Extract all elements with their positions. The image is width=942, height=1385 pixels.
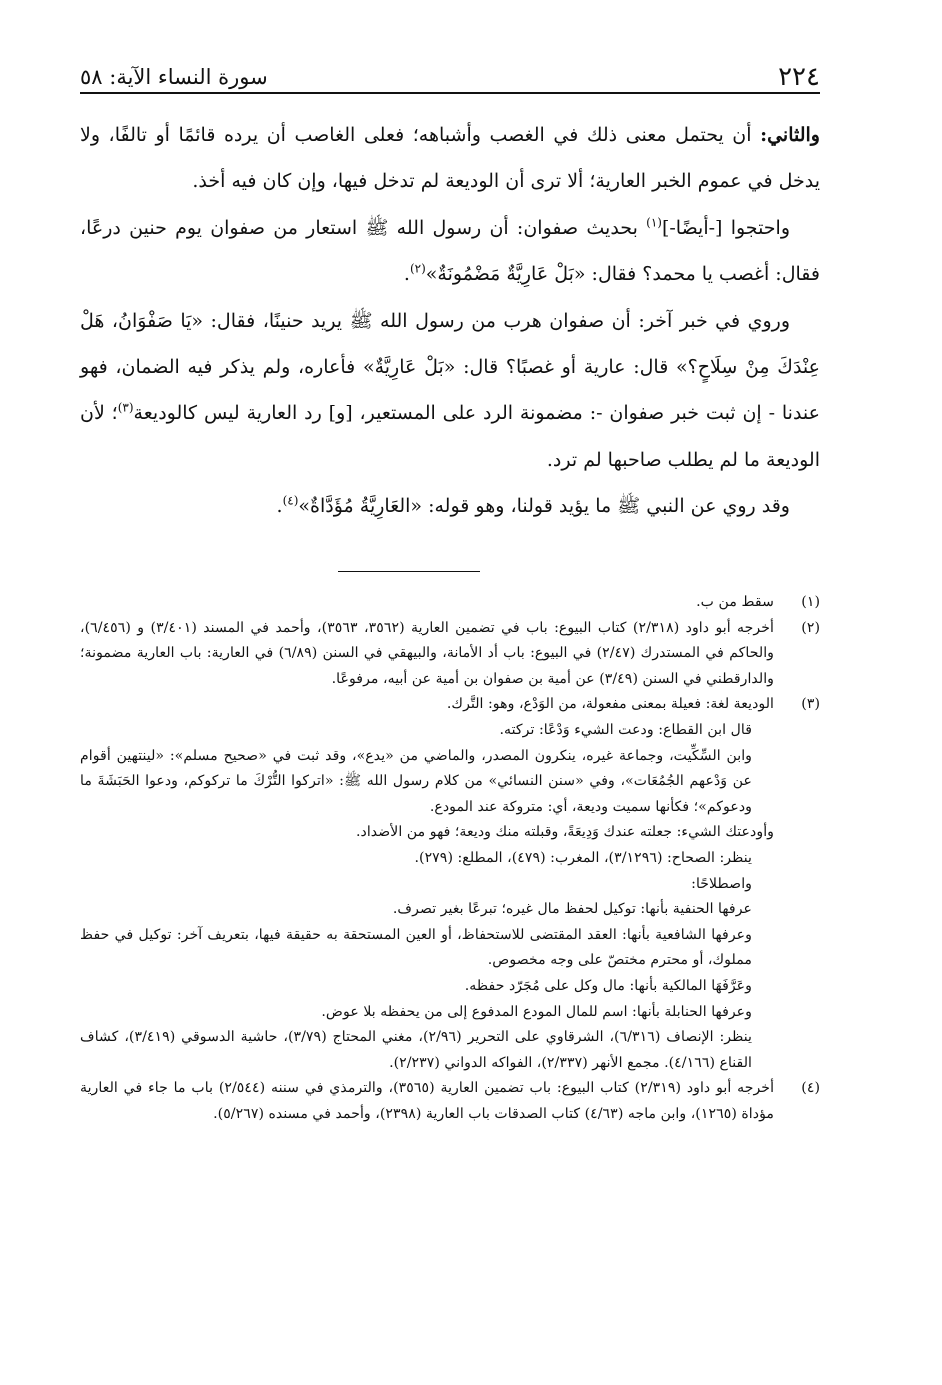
paragraph-4 — [80, 483, 820, 529]
paragraph-text: واحتجوا [-أيضًا-] — [661, 216, 790, 239]
paragraph-3 — [80, 298, 820, 484]
footnote-2 — [80, 616, 820, 693]
paragraph-text: . — [276, 495, 283, 518]
paragraph-text: أن يحتمل معنى ذلك في الغصب وأشباهه؛ فعلى الغاصب أن يرده قائمًا أو تالفًا، ولا يدخل في عموم الخبر العارية؛ ألا ترى أن الوديعة لم تدخل فيها، وإن كان فيه أخذ. — [80, 124, 820, 193]
footnotes — [80, 590, 820, 1127]
footnote-ref-2[interactable]: (٢) — [409, 261, 426, 276]
surah-title: سورة النساء الآية: ٥٨ — [80, 65, 268, 89]
footnote-number: (١) — [801, 594, 820, 610]
footnote-number: (٢) — [801, 619, 820, 636]
footnote-text: الوديعة لغة: فعيلة بمعنى مفعولة، من الوَدْع، وهو: التَّرك. — [446, 696, 774, 713]
footnote-body — [80, 590, 774, 616]
footnote-ref-3[interactable]: (٣) — [117, 401, 134, 416]
footnote-text: وعَرَّفَهَا المالكية بأنها: مال وكل على مُجَرّد حفظه. — [464, 977, 752, 994]
footnote-1 — [80, 590, 820, 616]
footnote-text: أخرجه أبو داود (٢/٣١٨) كتاب البيوع: باب في تضمين العارية (٣٥٦٢، ٣٥٦٣)، وأحمد في المسند (٣/٤٠١) و (٦/٤٥٦)، والحاكم في المستدرك (٢/٤٧) في البيوع: باب أد الأمانة، والبيهقي في السنن (٦/٨٩) في العارية: باب العارية مضمونة؛ والدارقطني في السنن (٣/٤٩) عن أمية بن صفوان بن أمية عن أبيه، مرفوعًا. — [80, 619, 774, 687]
footnote-separator — [338, 571, 480, 572]
footnote-text: وأودعتك الشيء: جعلته عندك وَدِيعَةً، وقبلته منك وديعة؛ فهو من الأضداد. — [356, 824, 774, 841]
page-number: ٢٢٤ — [778, 62, 820, 92]
footnote-text: ينظر: الصحاح: (٣/١٢٩٦)، المغرب: (٤٧٩)، المطلع: (٢٧٩). — [414, 849, 752, 866]
footnote-4 — [80, 1076, 820, 1127]
footnote-text: واصطلاحًا: — [691, 875, 752, 892]
running-head — [80, 52, 820, 94]
footnote-3 — [80, 692, 820, 1076]
page — [80, 52, 820, 530]
footnote-body — [80, 692, 774, 1076]
footnote-number: (٣) — [801, 696, 820, 713]
paragraph-text: وروي في خبر آخر: أن صفوان هرب من رسول الله ﷺ يريد حنينًا، فقال: «يَا صَفْوَانُ، هَلْ عِنْدَكَ مِنْ سِلَاحٍ؟» قال: عارية أو غصبًا؟ قال: «بَلْ عَارِيَّةٌ» فأعاره، ولم يذكر فيه الضمان، فهو عندنا - إن ثبت خبر صفوان -: مضمونة الرد على المستعير، [و] رد العارية ليس كالوديعة — [80, 309, 820, 425]
footnote-text: ينظر: الإنصاف (٦/٣١٦)، الشرقاوي على التحرير (٢/٩٦)، مغني المحتاج (٣/٧٩)، حاشية الدسوقي (٣/٤١٩)، كشاف القناع (٤/١٦٦). مجمع الأنهر (٢/٣٣٧)، الفواكه الدواني (٢/٢٣٧). — [80, 1029, 752, 1071]
paragraph-text: . — [403, 263, 410, 286]
footnote-number: (٤) — [801, 1080, 820, 1097]
footnote-text: قال ابن القطاع: ودعت الشيء وَدْعًا: تركته. — [499, 721, 752, 738]
footnote-text: وابن السِّكِّيت، وجماعة غيره، ينكرون المصدر، والماضي من «يدع»، وقد ثبت في «صحيح مسلم»: «لينتهين أقوام عن وَدْعهم الجُمُعَات»، وفي «سنن النسائي» من كلام رسول الله ﷺ: «اتركوا التُّرْكَ ما تركوكم، ودعوا الحَبَشَةَ ما ودعوكم»؛ فكأنها سميت وديعة، أي: متروكة عند المودع. — [80, 747, 752, 815]
paragraph-2 — [80, 205, 820, 298]
footnote-ref-1[interactable]: (١) — [646, 215, 662, 230]
paragraph-lead: والثاني: — [760, 124, 820, 146]
paragraph-1 — [80, 112, 820, 205]
paragraph-text: بحديث صفوان: أن رسول الله ﷺ استعار من صفوان يوم حنين درعًا، فقال: أغصب يا محمد؟ فقال: «بَلْ عَارِيَّةٌ مَضْمُونَةٌ» — [80, 216, 820, 286]
footnote-body — [80, 1076, 774, 1127]
footnote-text: أخرجه أبو داود (٢/٣١٩) كتاب البيوع: باب تضمين العارية (٣٥٦٥)، والترمذي في سننه (٢/٥٤٤) باب ما جاء في العارية مؤداة (١٢٦٥)، وابن ماجه (٤/٦٣) كتاب الصدقات باب العارية (٢٣٩٨)، وأحمد في مسنده (٥/٢٦٧). — [80, 1080, 775, 1122]
main-text — [80, 112, 820, 530]
footnote-body — [80, 616, 774, 693]
footnote-text: سقط من ب. — [696, 594, 774, 610]
footnote-text: وعرفها الحنابلة بأنها: اسم للمال المودع المدفوع إلى من يحفظه بلا عوض. — [321, 1003, 752, 1020]
footnote-text: وعرفها الشافعية بأنها: العقد المقتضى للاستحفاظ، أو العين المستحقة به حقيقة فيها، بتعريف آخر: توكيل في حفظ مملوك، أو محترم مختصّ على وجه مخصوص. — [80, 926, 752, 969]
footnote-text: عرفها الحنفية بأنها: توكيل لحفظ مال غيره؛ تبرعًا بغير تصرف. — [392, 901, 752, 918]
footnote-ref-4[interactable]: (٤) — [282, 493, 299, 508]
paragraph-text: وقد روي عن النبي ﷺ ما يؤيد قولنا، وهو قوله: «العَارِيَّةُ مُؤَدَّاةٌ» — [298, 495, 790, 518]
paragraph-text: ؛ لأن الوديعة ما لم يطلب صاحبها لم ترد. — [80, 402, 820, 471]
